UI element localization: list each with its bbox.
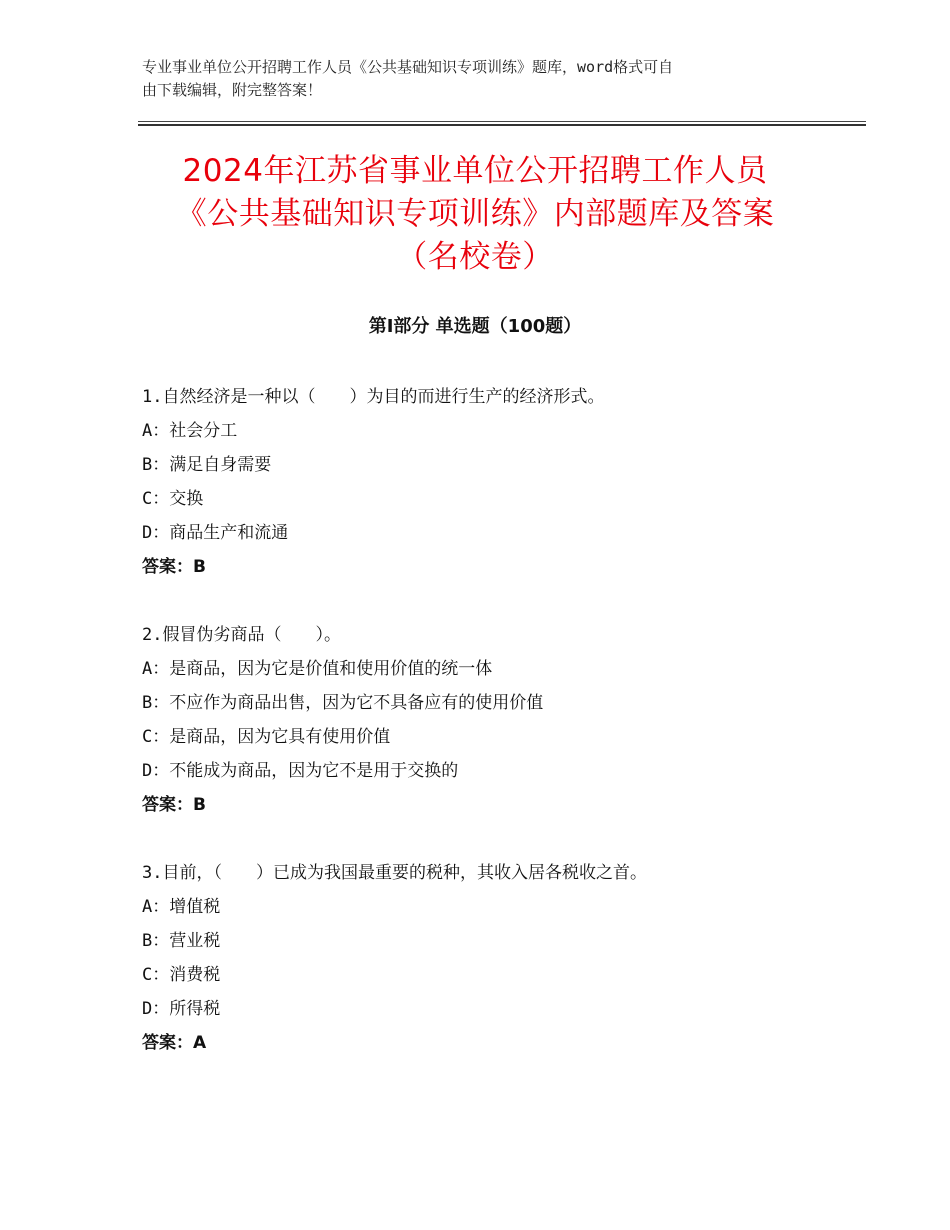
header-note-line-1: 专业事业单位公开招聘工作人员《公共基础知识专项训练》题库，word格式可自	[142, 58, 674, 76]
header-divider	[138, 121, 866, 122]
question-list	[142, 380, 842, 1094]
option-d: D：所得税	[142, 999, 221, 1019]
option-b: B：满足自身需要	[142, 455, 272, 475]
question-1	[142, 380, 842, 584]
document-title-line-3: （名校卷）	[396, 239, 554, 275]
option-b: B：营业税	[142, 931, 221, 951]
question-stem: 2.假冒伪劣商品（ ）。	[142, 625, 341, 645]
option-c: C：是商品，因为它具有使用价值	[142, 727, 391, 747]
option-c: C：交换	[142, 489, 204, 509]
option-a: A：社会分工	[142, 421, 238, 441]
question-3	[142, 856, 842, 1060]
option-a: A：是商品，因为它是价值和使用价值的统一体	[142, 659, 493, 679]
option-a: A：增值税	[142, 897, 221, 917]
section-title: 第Ⅰ部分 单选题（100题）	[368, 316, 582, 337]
answer-label: 答案：B	[142, 795, 206, 815]
document-title-line-1: 2024年江苏省事业单位公开招聘工作人员	[182, 153, 768, 189]
question-2	[142, 618, 842, 822]
option-b: B：不应作为商品出售，因为它不具备应有的使用价值	[142, 693, 544, 713]
question-stem: 3.目前，（ ）已成为我国最重要的税种，其收入居各税收之首。	[142, 863, 647, 883]
option-c: C：消费税	[142, 965, 221, 985]
header-divider-thick	[138, 124, 866, 126]
header-note-line-2: 由下载编辑，附完整答案！	[142, 81, 323, 99]
header-note	[142, 56, 822, 102]
document-title	[90, 150, 860, 279]
document-title-line-2: 《公共基础知识专项训练》内部题库及答案	[175, 196, 775, 232]
option-d: D：不能成为商品，因为它不是用于交换的	[142, 761, 459, 781]
answer-label: 答案：B	[142, 557, 206, 577]
option-d: D：商品生产和流通	[142, 523, 289, 543]
question-stem: 1.自然经济是一种以（ ）为目的而进行生产的经济形式。	[142, 387, 605, 407]
answer-label: 答案：A	[142, 1033, 207, 1053]
